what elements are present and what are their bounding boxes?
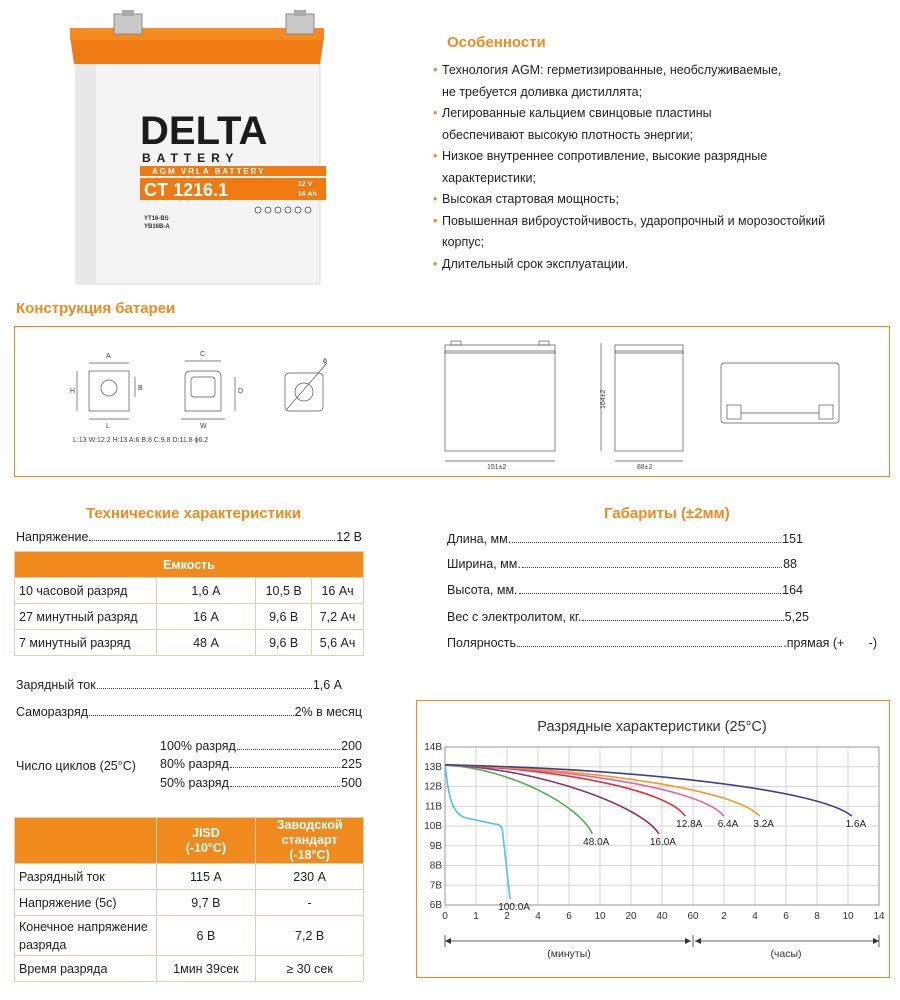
dims-row: Длина, мм. 151 [447,532,803,546]
discharge-chart-box [416,700,890,978]
x-tick-label: 8 [814,911,820,922]
x-tick-label: 20 [625,911,637,922]
x-tick-label: 10 [842,911,854,922]
y-tick-label: 9B [429,840,442,852]
svg-text:YT16-BS: YT16-BS [144,216,169,222]
svg-text:CT 1216.1: CT 1216.1 [144,180,229,200]
svg-text:BATTERY: BATTERY [142,151,240,165]
factory-header: Заводской стандарт (-18°C) [256,818,364,864]
discharge-chart [417,701,888,976]
cycles-row: 100% разряд 200 [160,739,362,753]
dims-row: Ширина, мм. 88 [447,557,797,571]
arrow-head [685,938,691,944]
chart-title: Разрядные характеристики (25°C) [537,719,767,735]
y-tick-label: 10B [424,821,442,832]
table-row: 10 часовой разряд 1,6 А 10,5 В 16 Ач [15,578,364,604]
feature-item: • Технология AGM: герметизированные, необслуживаемые, не требуется доливка дистиллята; [433,60,793,103]
curve-label: 100.0A [498,902,530,914]
svg-text:YB16B-A: YB16B-A [144,224,170,230]
discharge-curve [445,765,724,816]
features-list [433,60,883,275]
curve-label: 6.4A [717,819,739,831]
feature-item: • Низкое внутреннее сопротивление, высокие разрядные характеристики; [433,146,773,189]
arrow-head [445,938,451,944]
curve-label: 16.0A [649,836,676,848]
cycles-row: 80% разряд 225 [160,757,362,771]
svg-text:16 Ah: 16 Ah [298,191,317,198]
svg-text:151±2: 151±2 [487,464,507,471]
x-tick-label: 4 [752,911,758,922]
svg-text:W: W [200,423,207,430]
svg-text:H: H [70,388,76,395]
table-row: 27 минутный разряд 16 А 9,6 В 7,2 Ач [15,604,364,630]
curve-label: 3.2A [753,819,774,831]
features-title: Особенности [447,34,546,51]
feature-item: • Высокая стартовая мощность; [433,189,883,211]
charge-row: Зарядный ток 1,6 А [16,678,342,692]
y-tick-label: 12B [424,781,442,793]
y-tick-label: 6B [429,900,442,911]
svg-text:L: L [106,423,110,430]
x-tick-label: 10 [594,911,606,922]
cycles-row: 50% разряд 500 [160,776,362,790]
y-tick-label: 13B [424,761,442,773]
y-tick-label: 7B [429,880,442,892]
construction-box [14,326,890,477]
capacity-header: Емкость [15,552,364,578]
x-axis-label-minutes: (минуты) [547,948,591,960]
x-tick-label: 2 [504,911,510,922]
arrow-head [873,938,879,944]
feature-item: • Длительный срок эксплуатации. [433,254,883,276]
svg-text:88±2: 88±2 [637,464,653,471]
polarity-row: Полярность .прямая (+ -) [447,636,877,650]
svg-text:C: C [200,351,206,358]
svg-text:A: A [106,353,111,360]
curve-label: 12.8A [676,819,703,831]
x-tick-label: 2 [721,911,727,922]
svg-text:D: D [238,388,244,395]
x-tick-label: 4 [535,911,541,922]
discharge-curve [445,765,592,834]
svg-text:AGM VRLA BATTERY: AGM VRLA BATTERY [152,167,266,176]
battery-image [62,6,332,288]
table-row: Разрядный ток 115 А 230 А [15,864,364,890]
jisd-header: JISD (-10°C) [156,818,256,864]
construction-title: Конструкция батареи [16,300,176,317]
feature-item: • Легированные кальцием свинцовые пластины обеспечивают высокую плотность энергии; [433,103,793,146]
svg-text:B: B [138,385,143,392]
y-tick-label: 11B [424,801,442,813]
svg-text:12 V: 12 V [298,181,313,188]
arrow-head [695,938,701,944]
feature-item: • Повышенная виброустойчивость, ударопрочный и морозостойкий корпус; [433,211,833,254]
svg-text:DELTA: DELTA [140,109,268,153]
table-row: Время разряда 1мин 39сек ≥ 30 сек [15,956,364,982]
x-tick-label: 6 [566,911,572,922]
discharge-curve [445,765,659,834]
x-tick-label: 0 [442,911,448,922]
table-row: 7 минутный разряд 48 А 9,6 В 5,6 Ач [15,630,364,656]
voltage-row: Напряжение 12 В [16,530,362,544]
dims-row: Высота, мм. 164 [447,583,803,597]
svg-text:L:13 W:12.2 H:13 A:6 B: L:13 W:12.2 H:13 A:6 B:8 C:9.8 D:11.8 ϕ6.2 [73,437,209,444]
table-row: Напряжение (5с) 9,7 В - [15,890,364,916]
svg-text:ϕ: ϕ [323,358,327,365]
y-tick-label: 14B [424,742,442,753]
x-tick-label: 14 [873,911,885,922]
table-row: Конечное напряжение разряда 6 В 7,2 В [15,916,364,956]
capacity-table [14,551,364,656]
curve-label: 48.0A [583,836,610,848]
construction-drawing [15,327,889,475]
x-tick-label: 40 [656,911,668,922]
x-tick-label: 1 [473,911,479,922]
x-tick-label: 60 [687,911,699,922]
cycles-label: Число циклов (25°C) [16,759,136,773]
discharge-curve [445,765,510,899]
dims-title: Габариты (±2мм) [604,505,730,522]
x-tick-label: 6 [783,911,789,922]
y-tick-label: 8B [429,860,442,872]
self-discharge-row: Саморазряд 2% в месяц [16,705,362,719]
cold-start-table [14,817,364,982]
tech-title: Технические характеристики [86,505,302,522]
curve-label: 1.6A [845,819,867,831]
x-axis-label-hours: (часы) [770,948,802,960]
discharge-curve [445,765,852,816]
svg-text:164±2: 164±2 [600,389,607,409]
dims-row: Вес с электролитом, кг. 5,25 [447,610,809,624]
